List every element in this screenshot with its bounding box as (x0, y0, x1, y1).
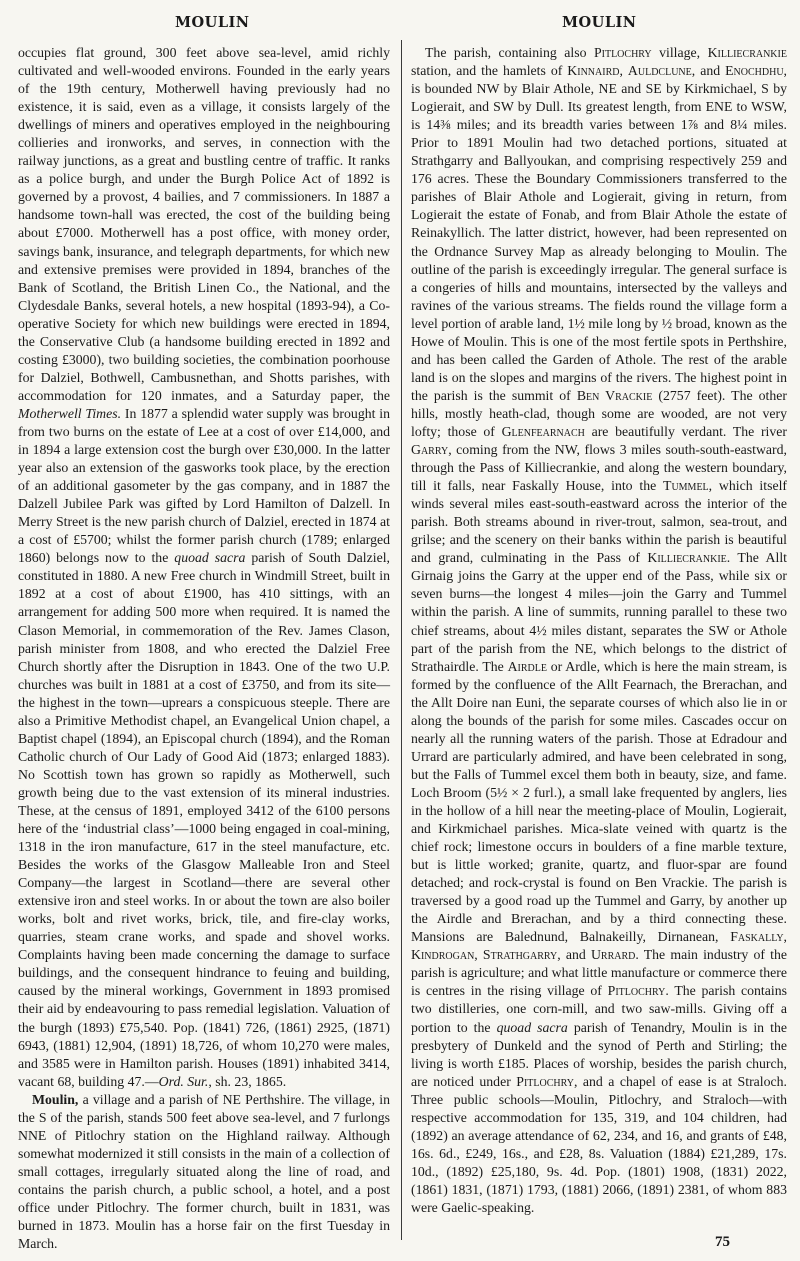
moulin-entry-intro: Moulin, a village and a parish of NE Perthshire. The village, in the S of the parish, stands 500 feet above sea-level, and 7 furlongs NNE of Pitlochry station on the Highland railway. Although somewhat modernized it still consists in the main of a collection of small cottages, irregularly situated along the line of road, and contains the parish church, a public school, a hotel, and a post office under Pitlochry. The former church, built in 1831, was burned in 1873. Moulin has a horse fair on the first Tuesday in March. (18, 1091, 391, 1252)
motherwell-entry-continued: occupies flat ground, 300 feet above sea-level, amid richly cultivated and well-wooded environs. Founded in the early years of the 19th century, Motherwell having previously had no existence, it is said, even as a village, it consists largely of the dwellings of miners and operatives employed in the neighbouring collieries and ironworks, and serves, in connection with the railway junctions, as a great and bustling centre of traffic. It ranks as a police burgh, and under the Burgh Police Act of 1892 is governed by a provost, 4 bailies, and 7 commissioners. In 1887 a handsome town-hall was erected, the cost of the building being about £7000. Motherwell has a post office, with money order, savings bank, insurance, and telegraph departments, for which new and extensive premises were provided in 1894, branches of the Bank of Scotland, the British Linen Co., the National, and the Clydesdale Banks, several hotels, a new hospital (1893-94), a Co-operative Society for which new buildings were erected in 1894, the Conservative Club (a handsome building erected in 1892 and costing £3000), two building societies, the combination poorhouse for Dalziel, Bothwell, Cambusnethan, and Shotts parishes, with accommodation for 120 inmates, and a Saturday paper, the Motherwell Times. In 1877 a splendid water supply was brought in from two burns on the estate of Lee at a cost of over £14,000, and in 1894 a large extension cost the burgh over £30,000. In the latter year also an extension of the gasworks took place, by the erection of an additional gasometer by the gas company, and in 1887 the Dalzell Jubilee Park was gifted by Lord Hamilton of Dalzell. In Merry Street is the new parish church of Dalziel, erected in 1874 at a cost of £5700; whilst the former parish church (1789; enlarged 1860) belongs now to the quoad sacra parish of South Dalziel, constituted in 1880. A new Free church in Windmill Street, built in 1892 at a cost of about £1900, has 410 sittings, with an arrangement for adding 500 more when required. It is named the Clason Memorial, in commemoration of the Rev. James Clason, parish minister from 1808, and who erected the Dalziel Free Church shortly after the Disruption in 1843. One of the two U.P. churches was built in 1881 at a cost of £3750, and from its site—the highest in the town—uprears a conspicuous steeple. There are also a Primitive Methodist chapel, an Evangelical Union chapel, a Baptist chapel (1894), an Episcopal church (1894), and the Roman Catholic church of Our Lady of Good Aid (1873; enlarged 1883). No Scottish town has grown so rapidly as Motherwell, such growth being due to the vast extension of its mineral industries. These, at the census of 1891, employed 3412 of the 6100 persons here of the ‘industrial class’—1000 being engaged in coal-mining, 1318 in the iron manufacture, 617 in the steel manufacture, etc. Besides the works of the Glasgow Malleable Iron and Steel Company—the largest in Scotland—there are several other extensive iron and steel works. In or about the town are also boiler works, bolt and rivet works, brick, tile, and fire-clay works, quarries, steam crane works, and spade and shovel works. Complaints having been made concerning the damage to surface buildings, and the consequent hindrance to feuing and building, caused by the mineral workings, Government in 1893 promised their aid by endeavouring to pass remedial legislation. Valuation of the burgh (1893) £75,540. Pop. (1841) 726, (1861) 2925, (1871) 6943, (1881) 12,904, (1891) 18,726, of whom 10,270 were males, and 3585 were in Hamilton parish. Houses (1891) inhabited 3414, vacant 68, building 47.—Ord. Sur., sh. 23, 1865. (18, 45, 390, 1089)
right-column (411, 44, 787, 1217)
column-divider (401, 40, 402, 1240)
moulin-headword: Moulin, (32, 1091, 79, 1107)
running-head-left: MOULIN (175, 14, 250, 31)
left-column (18, 44, 390, 1253)
moulin-parish-description: The parish, containing also Pitlochry village, Killiecrankie station, and the hamlets of Kinnaird, Auldclune, and Enochdhu, is bounded NW by Blair Athole, NE and SE by Kirkmichael, S by Logierait, and SW by Dull. Its greatest length, from ENE to WSW, is 14⅜ miles; and its breadth varies between 1⅞ and 8¼ miles. Prior to 1891 Moulin had two detached portions, situated at Strathgarry and Ballyoukan, and comprising respectively 259 and 176 acres. These the Boundary Commissioners transferred to the parishes of Blair Athole and Logierait, giving in return, from Logierait the estate of Fonab, and from Blair Athole the estate of Reinakyllich. The latter district, however, had been represented on the Ordnance Survey Map as already belonging to Moulin. The outline of the parish is exceedingly irregular. The general surface is a congeries of hills and mountains, intersected by the valleys and ravines of the various streams. The fields round the village form a level portion of arable land, 1½ mile long by ½ broad, known as the Howe of Moulin. This is one of the most fertile spots in Perthshire, and has been called the Garden of Athole. The rest of the arable land is on the slopes and margins of the rivers. The highest point in the parish is the summit of Ben Vrackie (2757 feet). The other hills, mostly heath-clad, though some are wooded, are not very lofty; those of Glenfearnach are beautifully verdant. The river Garry, coming from the NW, flows 3 miles south-south-eastward, through the Pass of Killiecrankie, and along the western boundary, till it falls, near Faskally House, into the Tummel, which itself winds several miles east-south-eastward across the interior of the parish. Both streams abound in river-trout, salmon, sea-trout, and grilse; and the scenery on their banks within the parish is beautiful and grand, culminating in the Pass of Killiecrankie. The Allt Girnaig joins the Garry at the upper end of the Pass, while six or seven burns—the longest 4 miles—join the Garry and Tummel within the parish. A line of summits, running parallel to these two chief streams, about 4½ miles distant, separates the SW or Athole part of the parish from the NE, which belongs to the district of Strathairdle. The Airdle or Ardle, which is here the main stream, is formed by the confluence of the Allt Fearnach, the Brerachan, and the Allt Doire nan Euni, the separate courses of which also lie in or along the bounds of the parish for some miles. Cascades occur on nearly all the running waters of the parish. Those at Edradour and Urrard are particularly admired, and have been celebrated in song, but the Falls of Tummel excel them both in beauty, size, and fame. Loch Broom (5½ × 2 furl.), a small lake frequented by anglers, lies in the hollow of a hill near the meeting-place of Moulin, Logierait, and Kirkmichael parishes. Mica-slate veined with quartz is the chief rock; limestone occurs in boulders of a fine marble texture, but is little worked; granite, quartz, and fluor-spar are found detached; and rock-crystal is found on Ben Vrackie. The parish is traversed by a good road up the Tummel and Garry, by another up the Airdle and Brerachan, and by a third connecting these. Mansions are Balednund, Balnakeilly, Dirnanean, Faskally, Kindrogan, Strathgarry, and Urrard. The main industry of the parish is agriculture; and what little manufacture or commerce there is centres in the rising village of Pitlochry. The parish contains two distilleries, one corn-mill, and two saw-mills. Giving off a portion to the quoad sacra parish of Tenandry, Moulin is in the presbytery of Dunkeld and the synod of Perth and Stirling; the living is worth £185. Places of worship, besides the parish church, are noticed under Pitlochry, and a chapel of ease is at Straloch. Three public schools—Moulin, Pitlochry, and Straloch—with respective accommodation for 135, 319, and 104 children, had (1892) an average attendance of 62, 234, and 16, and grants of £48, 16s. 6d., £249, 16s., and £28, 8s. Valuation (1884) £21,289, 17s. 10d., (1892) £25,180, 9s. 4d. Pop. (1801) 1908, (1831) 2022, (1861) 1831, (1871) 1793, (1881) 2066, (1891) 2381, of whom 883 were Gaelic-speaking. (411, 45, 788, 1215)
page-number: 75 (715, 1234, 730, 1250)
running-head-right: MOULIN (562, 14, 637, 31)
